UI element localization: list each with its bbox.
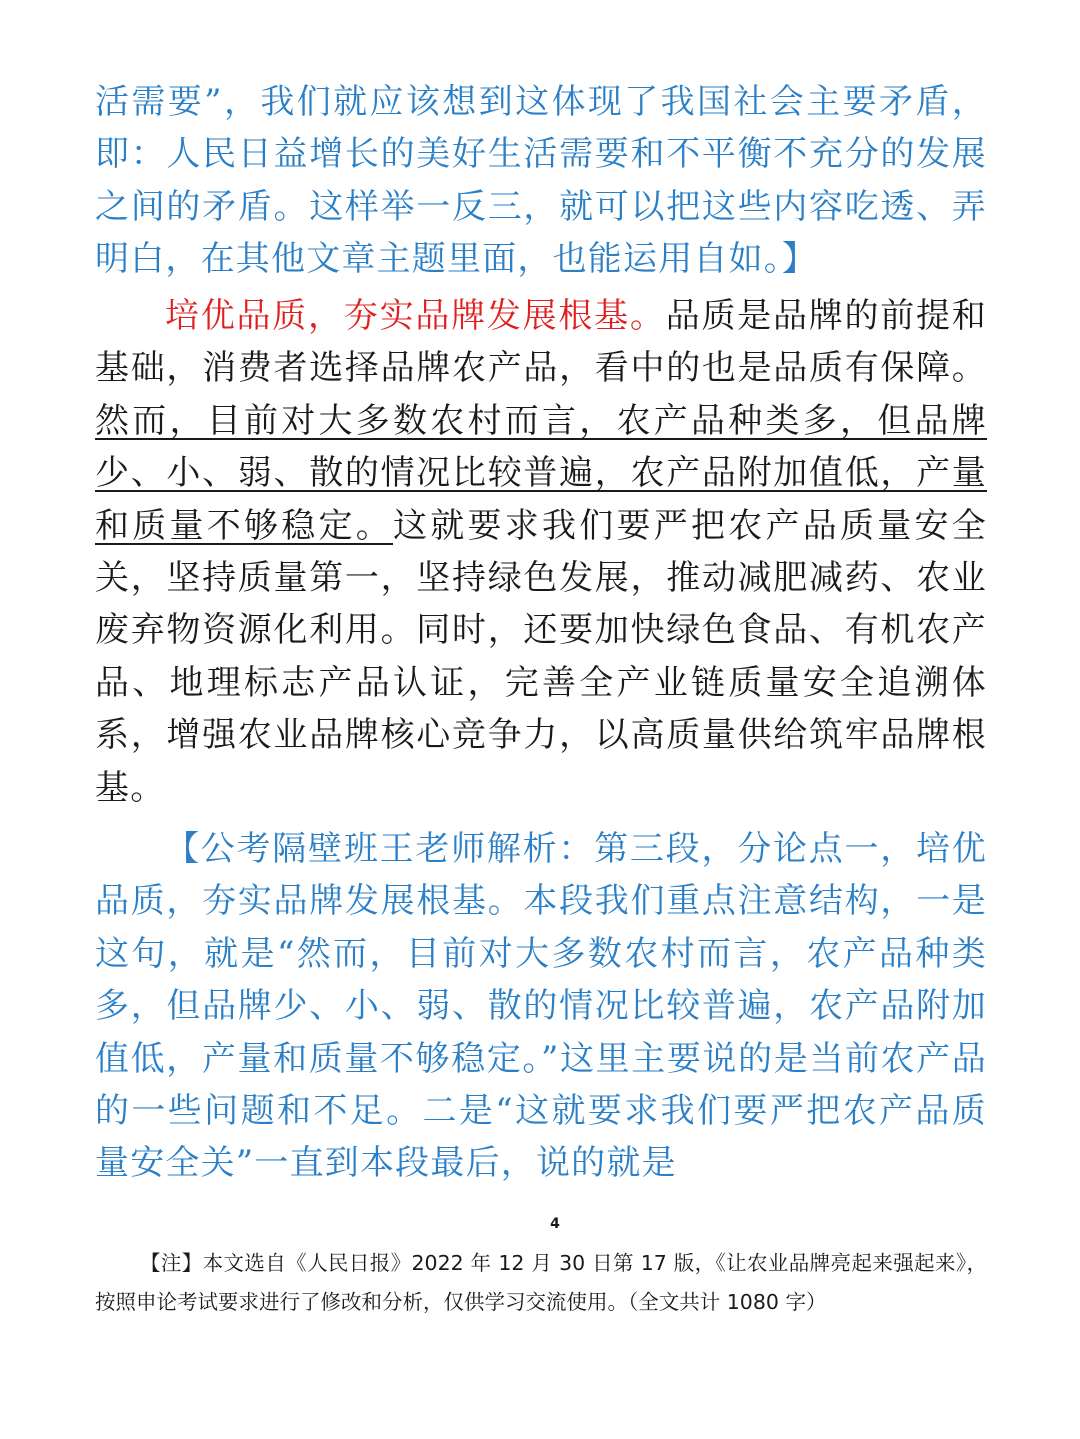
footer-note: 【注】本文选自《人民日报》2022 年 12 月 30 日第 17 版，《让农业品牌亮起来强起来》，按照申论考试要求进行了修改和分析，仅供学习交流使用。（全文共计 1080 字）: [95, 1251, 987, 1314]
section-heading: 培优品质，夯实品牌发展根基。: [165, 296, 666, 336]
page-number: 4: [550, 1216, 560, 1232]
commentary-paragraph-continued: 活需要”，我们就应该想到这体现了我国社会主要矛盾，即：人民日益增长的美好生活需要和不平衡不充分的发展之间的矛盾。这样举一反三，就可以把这些内容吃透、弄明白，在其他文章主题里面，也能运用自如。】: [95, 82, 987, 280]
paragraph-intro-text: 品质是品牌的前提和基础，消费者选择品牌农产品，看中的也是品质有保障。: [95, 296, 987, 389]
body-paragraph-quality: [95, 290, 987, 814]
underlined-problem-statement: 然而，目前对大多数农村而言，农产品种类多，但品牌少、小、弱、散的情况比较普遍，农产品附加值低，产量和质量不够稳定。: [95, 400, 987, 546]
commentary-paragraph-analysis: 【公考隔壁班王老师解析：第三段，分论点一，培优品质，夯实品牌发展根基。本段我们重点注意结构，一是这句，就是“然而，目前对大多数农村而言，农产品种类多，但品牌少、小、弱、散的情况比较普遍，农产品附加值低，产量和质量不够稳定。”这里主要说的是当前农产品的一些问题和不足。二是“这就要求我们要严把农产品质量安全关”一直到本段最后，说的就是: [95, 829, 987, 1184]
paragraph-solution-text: 这就要求我们要严把农产品质量安全关，坚持质量第一，坚持绿色发展，推动减肥减药、农业废弃物资源化利用。同时，还要加快绿色食品、有机农产品、地理标志产品认证，完善全产业链质量安全追溯体系，增强农业品牌核心竞争力，以高质量供给筑牢品牌根基。: [95, 505, 987, 808]
